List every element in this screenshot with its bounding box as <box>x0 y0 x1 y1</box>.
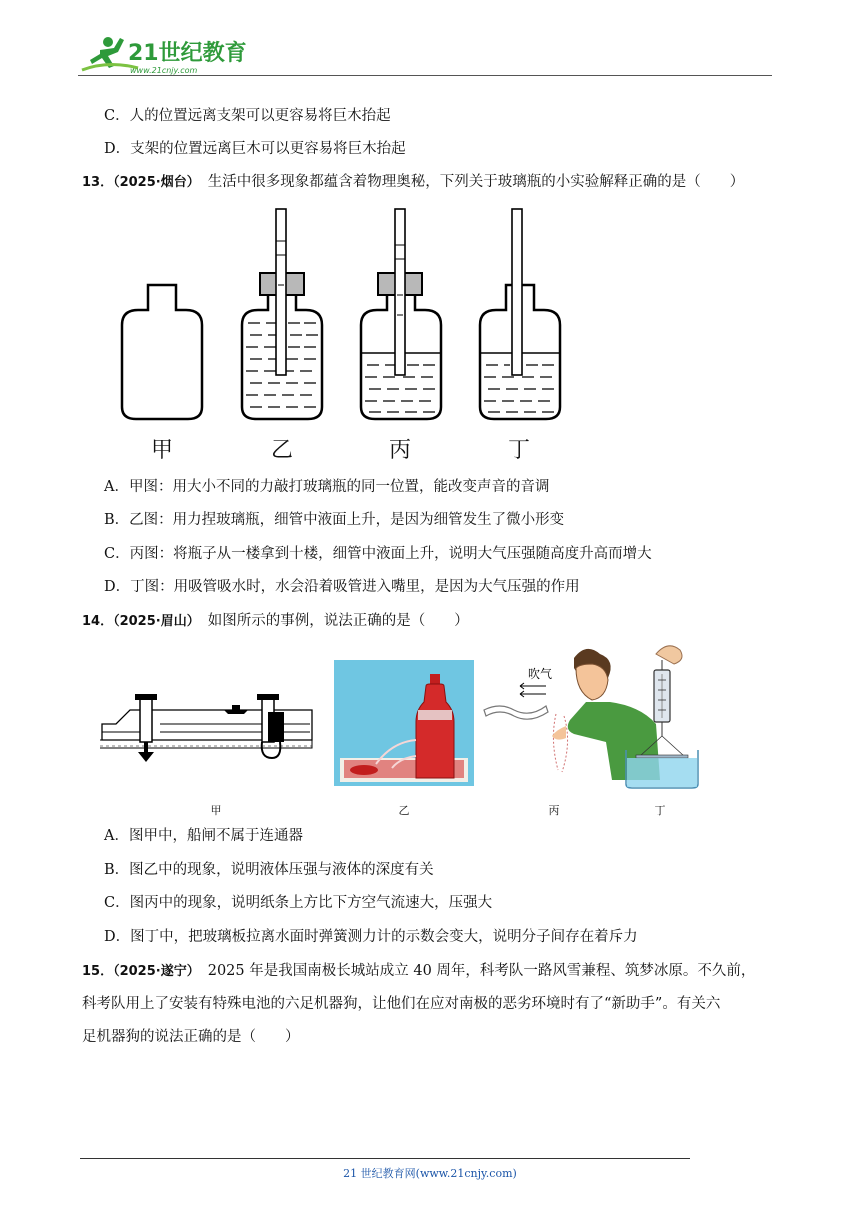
svg-text:21世纪教育: 21世纪教育 <box>128 41 247 66</box>
header-rule <box>78 75 772 76</box>
q13-option-c: C．丙图：将瓶子从一楼拿到十楼，细管中液面上升，说明大气压强随高度升高而增大 <box>104 546 652 562</box>
q15-stem-line1 <box>82 961 755 982</box>
q13-label-bing: 丙 <box>388 438 411 463</box>
q13-option-a: A．甲图：用大小不同的力敲打玻璃瓶的同一位置，能改变声音的音调 <box>104 479 550 495</box>
svg-text:吹气: 吹气 <box>528 667 553 681</box>
q14-number: 14．（2025·眉山） <box>82 614 200 629</box>
q13-label-yi: 乙 <box>270 438 293 463</box>
water-bottle-photo <box>334 660 474 786</box>
q13-option-d: D．丁图：用吸管吸水时，水会沿着吸管进入嘴里，是因为大气压强的作用 <box>104 579 580 595</box>
svg-text:www.21cnjy.com: www.21cnjy.com <box>130 66 198 75</box>
q14-option-d: D．图丁中，把玻璃板拉离水面时弹簧测力计的示数会变大，说明分子间存在着斥力 <box>104 929 638 945</box>
q13-text: 生活中很多现象都蕴含着物理奥秘，下列关于玻璃瓶的小实验解释正确的是（ ） <box>207 174 745 190</box>
q13-figure <box>100 205 580 463</box>
ship-lock-diagram <box>100 694 312 762</box>
q15-stem-line2: 科考队用上了安装有特殊电池的六足机器狗，让他们在应对南极的恶劣环境时有了“新助手”。有关六 <box>82 996 721 1012</box>
q15-number: 15．（2025·遂宁） <box>82 964 200 979</box>
footer-text: 21 世纪教育网(www.21cnjy.com) <box>343 1167 517 1180</box>
q14-option-c: C．图丙中的现象，说明纸条上方比下方空气流速大，压强大 <box>104 895 493 911</box>
bottle-bing <box>361 209 441 419</box>
logo <box>78 30 248 78</box>
bottle-yi <box>242 209 322 419</box>
q14-option-b: B．图乙中的现象，说明液体压强与液体的深度有关 <box>104 862 434 878</box>
q14-label-ding: 丁 <box>654 804 666 817</box>
q12-option-c: C．人的位置远离支架可以更容易将巨木抬起 <box>104 108 391 124</box>
q13-stem <box>82 172 744 193</box>
q13-number: 13．（2025·烟台） <box>82 175 200 190</box>
q14-label-jia: 甲 <box>210 804 222 817</box>
q13-option-b: B．乙图：用力捏玻璃瓶，细管中液面上升，是因为细管发生了微小形变 <box>104 512 565 528</box>
q15-stem-line3: 足机器狗的说法正确的是（ ） <box>82 1029 300 1045</box>
q13-label-jia: 甲 <box>150 438 173 463</box>
q14-option-a: A．图甲中，船闸不属于连通器 <box>104 828 303 844</box>
q13-label-ding: 丁 <box>507 438 530 463</box>
q14-label-bing: 丙 <box>548 804 560 817</box>
q14-label-yi: 乙 <box>398 804 410 817</box>
bottle-jia <box>122 285 202 419</box>
q14-figure <box>100 640 700 820</box>
q14-stem <box>82 611 469 632</box>
q15-text-1: 2025 年是我国南极长城站成立 40 周年，科考队一路风雪兼程、筑梦冰原。不久前， <box>207 963 756 979</box>
bottle-ding <box>480 209 560 419</box>
footer-rule <box>80 1158 690 1159</box>
q12-option-d: D．支架的位置远离巨木可以更容易将巨木抬起 <box>104 141 406 157</box>
q14-text: 如图所示的事例，说法正确的是（ ） <box>207 613 469 629</box>
